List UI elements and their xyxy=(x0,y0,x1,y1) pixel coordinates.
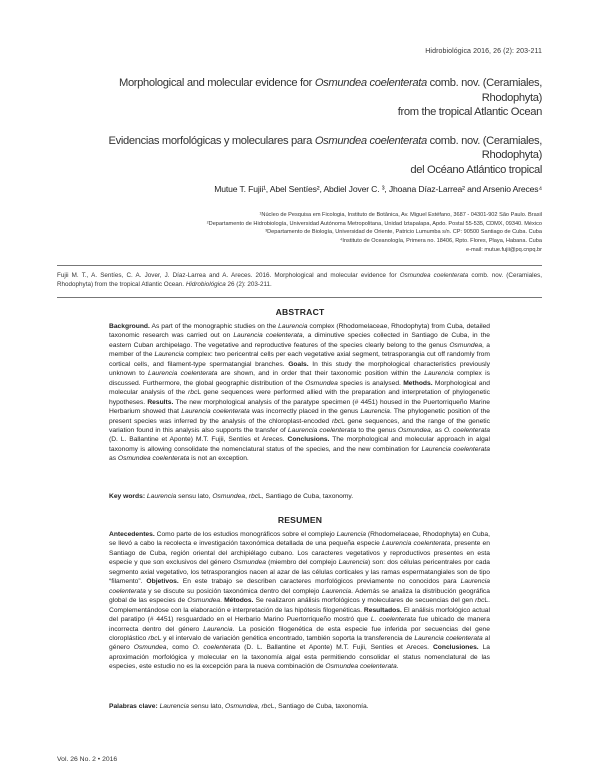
abstract-body: Background. As part of the monographic studies on the Laurencia complex (Rhodomelaceae, Rhodophyta) from Cuba, detailed taxonomic research was carried out on Laurencia coelenterata, a diminutive species collected in Santiago de Cuba, in the eastern Cuban archipelago. The vegetative and reproductive features of the species clearly belong to the genus Osmundea, a member of the Laurencia complex: two pericentral cells per each vegetative axial segment, tetrasporangia cut off randomly from cortical cells, and filament-type spermatangial branches. Goals. In this study the morphological characteristics previously unknown to Laurencia coelenterata are shown, and in order that their taxonomic position within the Laurencia complex is discussed. Furthermore, the global geographic distribution of the Osmundea species is analysed. Methods. Morphological and molecular analysis of the rbcL gene sequences were performed allied with the preparation and interpretation of phylogenetic hypotheses. Results. The new morphological analysis of the paratype specimen (# 4451) housed in the Puertorriqueño Marine Herbarium showed that Laurencia coelenterata was incorrectly placed in the genus Laurencia. The phylogenetic position of the present species was inferred by the analysis of the chloroplast-encoded rbcL gene sequences, and the range of the genetic variation found in this analysis also supports the transfer of Laurencia coelenterata to the genus Osmundea, as O. coelenterata (D. L. Ballantine et Aponte) M.T. Fujii, Sentíes et Areces. Conclusions. The morphological and molecular approach in algal taxonomy is allowing consolidate the nomenclatural status of the species, and the new combination for Laurencia coelenterata as Osmundea coelenterata is not an exception. xyxy=(109,323,491,463)
affiliation-3: ³Departamento de Biología, Universidad de Oriente, Patricio Lumumba s/n. CP: 90500 Santiago de Cuba. Cuba xyxy=(265,229,542,236)
affiliation-1: ¹Núcleo de Pesquisa em Ficologia, Instituto de Botânica, Av. Miguel Estéfano, 3687 - 04301-902 São Paulo. Brasil xyxy=(259,212,542,218)
author-list: Mutue T. Fujii¹, Abel Sentíes², Abdiel Jover C. ³, Jhoana Díaz-Larrea² and Arsenio Areces⁴ xyxy=(214,184,542,194)
footer-volume: Vol. 26 No. 2 • 2016 xyxy=(57,756,118,763)
affiliation-2: ²Departamento de Hidrobiología, Universidad Autónoma Metropolitana, Unidad Iztapalapa, Apdo. Postal 55-535, CDMX, 09340. México xyxy=(206,220,542,227)
citation: Fujii M. T., A. Sentíes, C. A. Jover, J. Díaz-Larrea and A. Areces. 2016. Morphological and molecular evidence for Osmundea coelenterata comb. nov. (Ceramiales, Rhodophyta) from the tropical Atlantic Ocean. Hidrobiológica 26 (2): 203-211. xyxy=(57,272,542,289)
title-english: Morphological and molecular evidence for Osmundea coelenterata comb. nov. (Ceramiales, Rhodophyta) from the tropical Atlantic Ocean xyxy=(118,77,542,118)
keywords: Key words: Laurencia sensu lato, Osmundea, rbcL, Santiago de Cuba, taxonomy. xyxy=(109,493,354,500)
affiliation-4: ⁴Instituto de Oceanología, Primera no. 18406, Rpto. Flores, Playa, Habana. Cuba xyxy=(339,238,542,245)
title-block xyxy=(102,76,542,177)
resumen-heading: RESUMEN xyxy=(277,515,323,525)
divider-top xyxy=(57,265,542,266)
abstract-heading: ABSTRACT xyxy=(275,307,325,317)
journal-reference: Hidrobiológica 2016, 26 (2): 203-211 xyxy=(425,48,542,55)
contact-email[interactable]: e-mail: mutue.fujii@pq.cnpq.br xyxy=(466,246,542,253)
divider-bottom xyxy=(57,297,542,298)
affiliations xyxy=(162,211,542,255)
title-spanish: Evidencias morfológicas y moleculares para Osmundea coelenterata comb. nov. (Ceramiales, Rhodophyta) del Océano Atlántico tropical xyxy=(108,134,542,176)
resumen-body: Antecedentes. Como parte de los estudios monográficos sobre el complejo Laurencia (Rhodomelaceae, Rhodophyta) en Cuba, se llevó a cabo la recolecta e investigación taxonómica detallada de una pequeña especie Laurencia coelenterata, presente en Santiago de Cuba, región oriental del archipiélago cubano. Los caracteres vegetativos y reproductivos presentes en esta especie y que son exclusivos del género Osmundea (miembro del complejo Laurencia) son: dos células pericentrales por cada segmento axial vegetativo, los tetrasporangios nacen al azar de las células corticales y las ramas espermatangiales son de tipo “filamento”. Objetivos. En este trabajo se describen caracteres morfológicos previamente no conocidos para Laurencia coelenterata y se discute su posición taxonómica dentro del complejo Laurencia. Además se analiza la distribución geográfica global de las especies de Osmundea. Métodos. Se realizaron análisis morfológicos y moleculares de secuencias del gen rbcL. Complementándose con la elaboración e interpretación de las hipótesis filogenéticas. Resultados. El análisis morfológico actual del paratipo (# 4451) resguardado en el Herbario Marino Puertorriqueño mostró que L. coelenterata fue ubicado de manera incorrecta dentro del género Laurencia. La posición filogenética de esta especie fue inferida por secuencias del gene cloroplástico rbcL y el intervalo de variación genética encontrado, también soporta la transferencia de Laurencia coelenterata al género Osmundea, como O. coelenterata (D. L. Ballantine et Aponte) M.T. Fujii, Sentíes et Areces. Conclusiones. La aproximación morfológica y molecular en la taxonomía algal esta permitiendo consolidar el status nomenclatural de las especies, este estudio no es la excepción para la nueva combinación de Osmundea coelenterata. xyxy=(109,531,491,671)
palabras-clave: Palabras clave: Laurencia sensu lato, Osmundea, rbcL, Santiago de Cuba, taxonomía. xyxy=(109,703,369,710)
